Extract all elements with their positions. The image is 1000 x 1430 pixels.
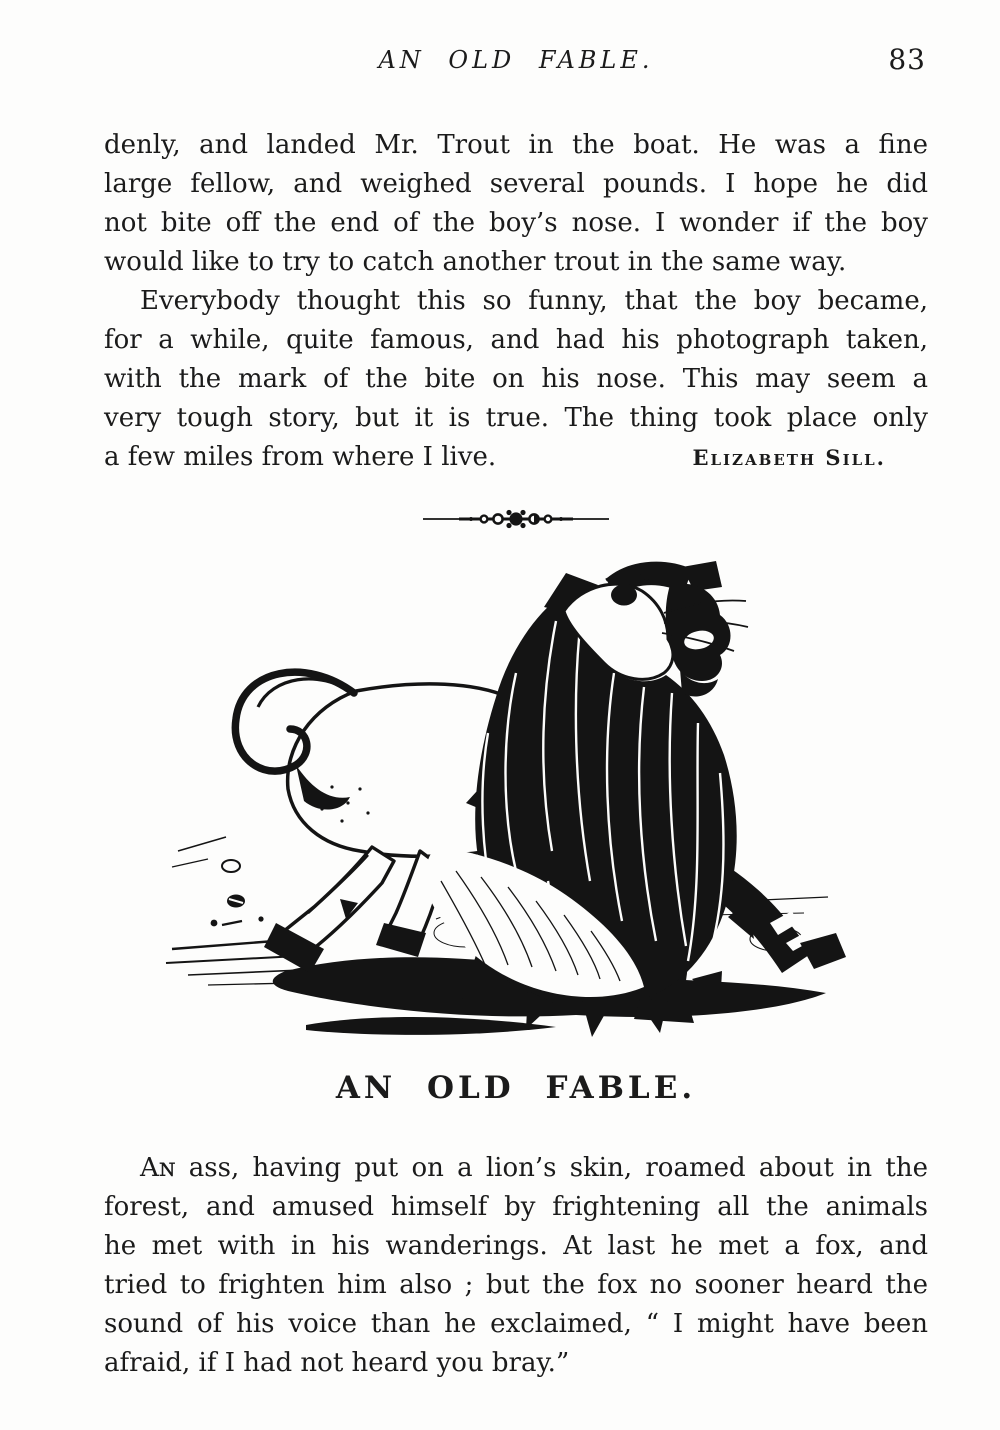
hind-legs — [264, 847, 444, 973]
text-line: afraid, if I had not heard you bray.” — [104, 1348, 570, 1378]
text-line: not bite off the end of the boy’s nose. I wonder if the boy — [104, 208, 928, 238]
text-line: for a while, quite famous, and had his photograph taken, — [104, 325, 928, 355]
donkey-body — [288, 684, 508, 856]
fable-text — [104, 1149, 928, 1383]
section-divider — [104, 507, 928, 531]
page-number: 83 — [888, 43, 926, 76]
text-line: sound of his voice than he exclaimed, “ I might have been — [104, 1309, 928, 1339]
paragraph-fable — [104, 1149, 928, 1383]
ass-in-lion-skin-illustration — [136, 551, 896, 1041]
text-line: forest, and amused himself by frightening all the animals — [104, 1192, 928, 1222]
text-line: large fellow, and weighed several pounds. I hope he did — [104, 169, 928, 199]
paragraph-trout-continuation — [104, 126, 928, 282]
text-line: Aɴ ass, having put on a lion’s skin, roamed about in the — [140, 1153, 928, 1183]
text-line: would like to try to catch another trout in the same way. — [104, 247, 847, 277]
divider-flourish-icon — [421, 507, 611, 531]
running-header — [104, 43, 928, 82]
pebbles — [172, 837, 264, 926]
text-line: very tough story, but it is true. The thing took place only — [104, 403, 928, 433]
text-line: Everybody thought this so funny, that the boy became, — [140, 286, 928, 316]
signature-row — [104, 438, 928, 477]
paragraph-everybody — [104, 282, 928, 477]
text-line: he met with in his wanderings. At last he met a fox, and — [104, 1231, 928, 1261]
running-title: AN OLD FABLE. — [378, 46, 654, 74]
body-text — [104, 126, 928, 477]
text-line: with the mark of the bite on his nose. This may seem a — [104, 364, 928, 394]
text-line: denly, and landed Mr. Trout in the boat. He was a fine — [104, 130, 928, 160]
text-column — [104, 0, 928, 1383]
section-title: AN OLD FABLE. — [335, 1070, 697, 1106]
text-line: a few miles from where I live. — [104, 442, 497, 472]
text-line: tried to frighten him also ; but the fox no sooner heard the — [104, 1270, 928, 1300]
figure — [104, 551, 928, 1041]
author-attribution: Elizabeth Sill. — [692, 445, 886, 470]
